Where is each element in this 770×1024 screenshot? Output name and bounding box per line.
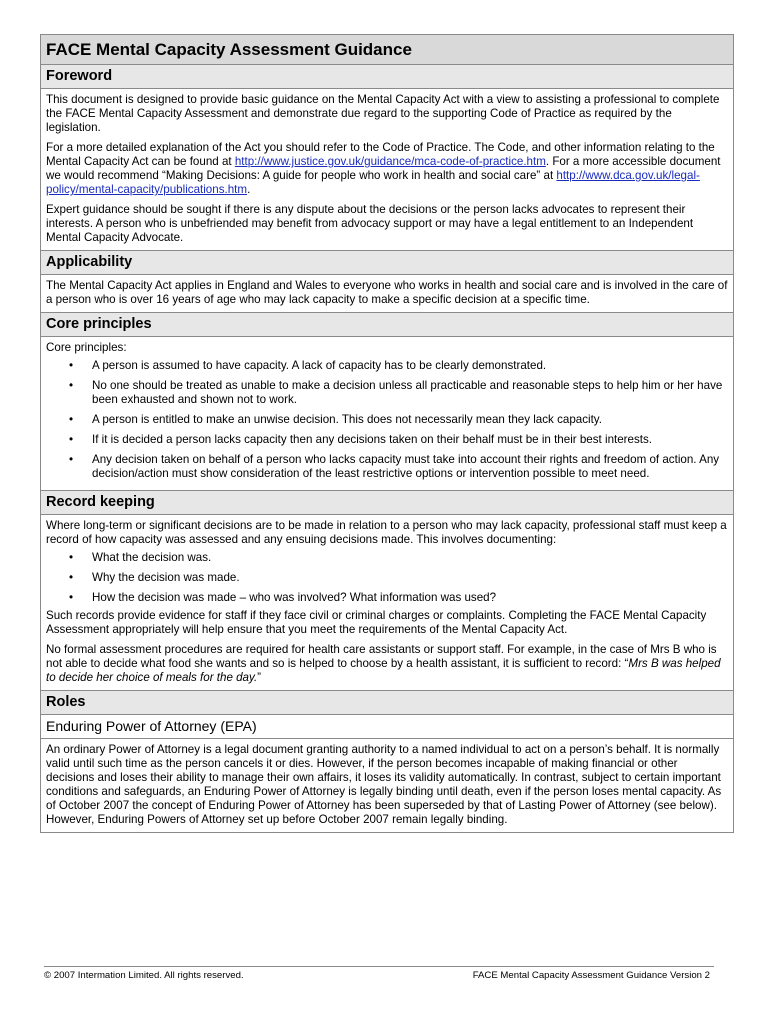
core-principles-list xyxy=(46,359,728,481)
foreword-paragraph xyxy=(46,141,728,197)
applicability-paragraph: The Mental Capacity Act applies in England and Wales to everyone who works in health and social care and is involved in the care of a person who is over 16 years of age who may lack capacity to make a specific decision at a specific time. xyxy=(46,279,728,306)
list-item: • Why the decision was made. xyxy=(46,571,728,585)
text-run: For a more detailed explanation of the Act you should refer to the Code of Practice. The Code, and other information relating to the Mental Capacity Act can be found at xyxy=(46,141,715,168)
list-item: • How the decision was made – who was involved? What information was used? xyxy=(46,591,728,605)
list-item: • A person is entitled to make an unwise decision. This does not necessarily mean they lack capacity. xyxy=(46,413,728,427)
list-item: • What the decision was. xyxy=(46,551,728,565)
quote-text: Mrs B was helped to decide her choice of meals for the day. xyxy=(46,657,721,684)
code-of-practice-link[interactable]: http://www.justice.gov.uk/guidance/mca-code-of-practice.htm xyxy=(234,155,546,168)
copyright-text: © 2007 Intermation Limited. All rights reserved. xyxy=(44,970,244,981)
core-principles-body xyxy=(41,337,733,491)
list-item: • No one should be treated as unable to make a decision unless all practicable and reasonable steps to help him or her have been exhausted and shown not to work. xyxy=(46,379,728,407)
roles-heading: Roles xyxy=(41,691,733,715)
text-run: . For a more accessible document we would recommend “Making Decisions: A guide for people who work in health and social care” at xyxy=(46,155,721,182)
record-keeping-list xyxy=(46,551,728,605)
text-run: ” xyxy=(257,671,262,684)
record-keeping-paragraph: Such records provide evidence for staff if they face civil or criminal charges or complaints. Completing the FACE Mental Capacity Assessment appropriately will help ensure that you meet the requirements of the Mental Capacity Act. xyxy=(46,609,707,636)
text-run: No formal assessment procedures are required for health care assistants or support staff. For example, in the case of Mrs B who is not able to decide what food she wants and so is helped to choose by a health assistant, it is sufficient to record: “ xyxy=(46,643,717,670)
core-principles-heading: Core principles xyxy=(41,313,733,337)
list-item: • Any decision taken on behalf of a person who lacks capacity must take into account their rights and freedom of action. Any decision/action must show consideration of the least restrictive options or intervention possible to meet need. xyxy=(46,453,728,481)
roles-paragraph: An ordinary Power of Attorney is a legal document granting authority to a named individual to act on a person’s behalf. It is normally valid until such time as the person cancels it or dies. However, if the person becomes incapable of making financial or other decisions and loses their ability to manage their own affairs, it loses its validity automatically. In contrast, subject to certain important conditions and safeguards, an Enduring Power of Attorney is legally binding until death, even if the person loses mental capacity. As of October 2007 the concept of Enduring Power of Attorney has been superseded by that of Lasting Power of Attorney (see below). However, Enduring Powers of Attorney set up before October 2007 remain legally binding. xyxy=(46,743,722,826)
record-keeping-heading: Record keeping xyxy=(41,491,733,515)
foreword-heading: Foreword xyxy=(41,65,733,89)
list-item: • If it is decided a person lacks capacity then any decisions taken on their behalf must be in their best interests. xyxy=(46,433,728,447)
roles-body xyxy=(41,739,733,832)
page-footer xyxy=(44,966,714,981)
document-version-text: FACE Mental Capacity Assessment Guidance Version 2 xyxy=(472,970,710,981)
document-title: FACE Mental Capacity Assessment Guidance xyxy=(41,35,733,65)
foreword-paragraph: This document is designed to provide basic guidance on the Mental Capacity Act with a view to assisting a professional to complete the FACE Mental Capacity Assessment and demonstrate due regard to the supporting Code of Practice as required by the legislation. xyxy=(46,93,720,134)
list-item: • A person is assumed to have capacity. A lack of capacity has to be clearly demonstrated. xyxy=(46,359,728,373)
text-run: . xyxy=(247,183,251,196)
record-keeping-paragraph xyxy=(46,643,728,685)
publications-link[interactable]: http://www.dca.gov.uk/legal-policy/mental-capacity/publications.htm xyxy=(46,169,700,196)
foreword-body xyxy=(41,89,733,251)
record-keeping-body xyxy=(41,515,733,691)
applicability-heading: Applicability xyxy=(41,251,733,275)
guidance-document xyxy=(40,34,734,833)
epa-subheading: Enduring Power of Attorney (EPA) xyxy=(41,715,733,739)
applicability-body xyxy=(41,275,733,313)
core-principles-intro: Core principles: xyxy=(46,341,127,354)
foreword-paragraph: Expert guidance should be sought if there is any dispute about the decisions or the person lacks advocates to represent their interests. A person who is unbefriended may benefit from advocacy support or may have a legal entitlement to an Independent Mental Capacity Advocate. xyxy=(46,203,694,244)
record-keeping-intro: Where long-term or significant decisions are to be made in relation to a person who may lack capacity, professional staff must keep a record of how capacity was assessed and any ensuing decisions made. This involves documenting: xyxy=(46,519,727,546)
